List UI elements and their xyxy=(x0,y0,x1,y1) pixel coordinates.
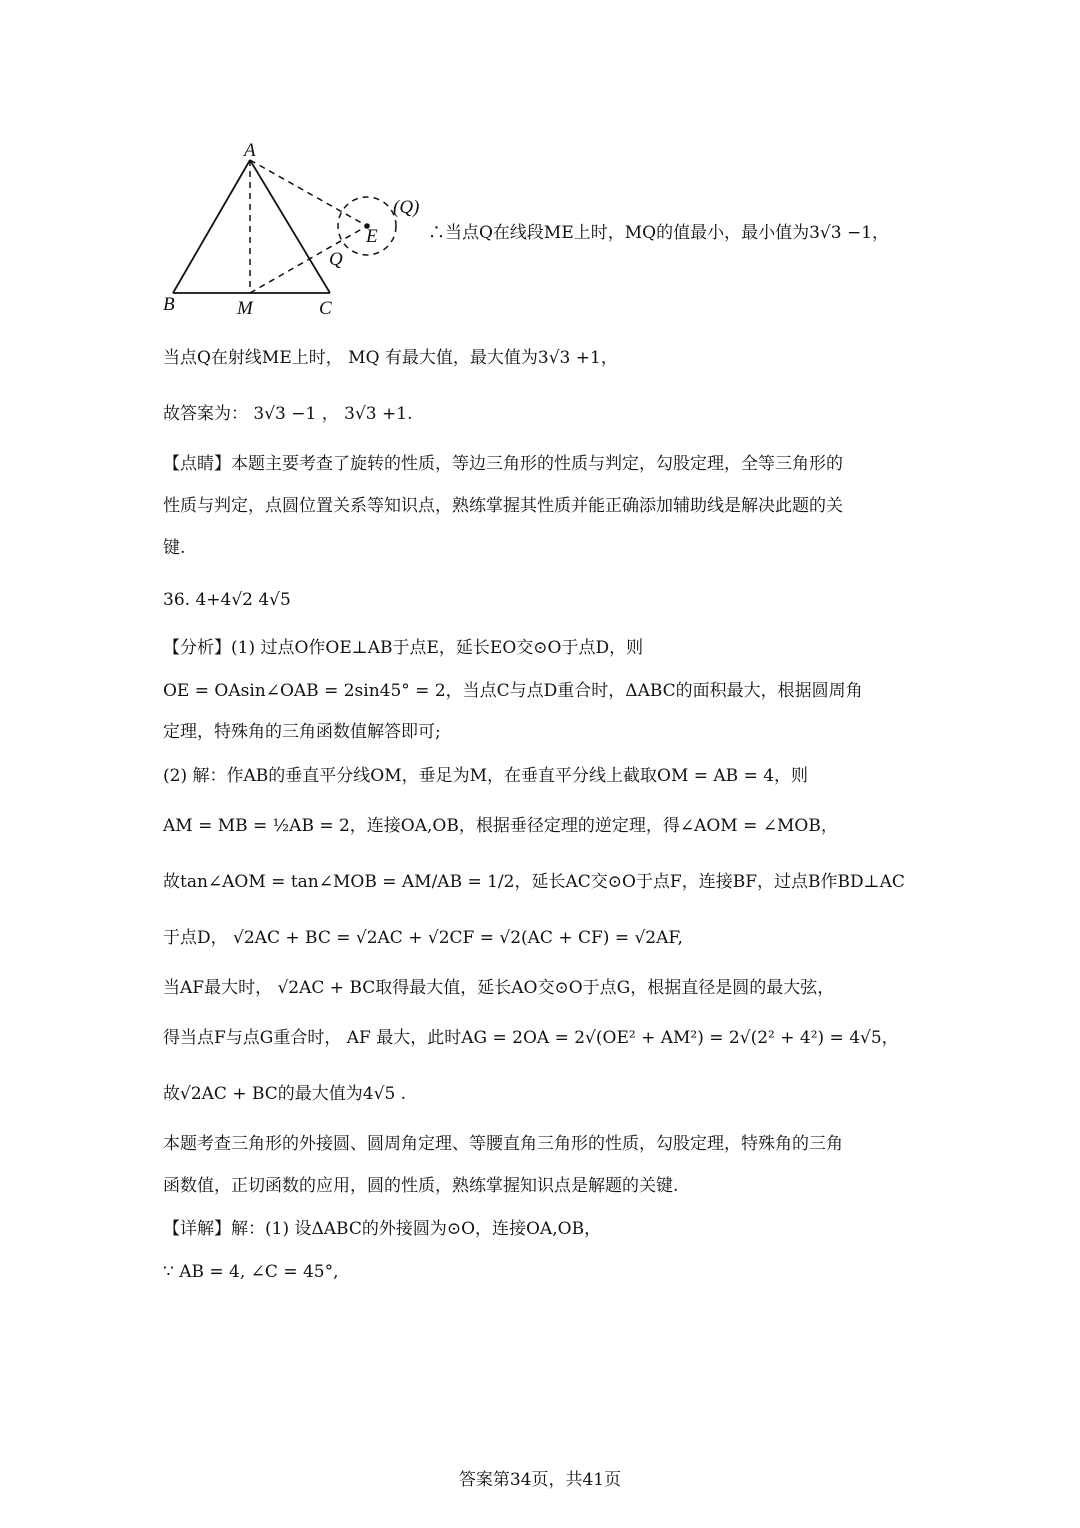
label-c: C xyxy=(319,298,332,319)
text-line-21: ∵ AB = 4, ∠C = 45°, xyxy=(163,1262,339,1282)
text-line-08: 【分析】(1) 过点O作OE⊥AB于点E，延长EO交⊙O于点D，则 xyxy=(163,638,644,658)
label-m: M xyxy=(237,298,253,319)
text-line-15: 当AF最大时， √2AC + BC取得最大值，延长AO交⊙O于点G，根据直径是圆的最大弦， xyxy=(163,978,835,998)
label-a: A xyxy=(244,140,256,161)
text-line-10: 定理，特殊角的三角函数值解答即可; xyxy=(163,722,441,742)
text-line-17: 故√2AC + BC的最大值为4√5 . xyxy=(163,1084,407,1104)
page-footer: 答案第34页，共41页 xyxy=(458,1470,622,1490)
text-line-09: OE = OAsin∠OAB = 2sin45° = 2，当点C与点D重合时，ΔABC的面积最大，根据圆周角 xyxy=(163,681,863,701)
text-line-03: 故答案为： 3√3 −1 ， 3√3 +1. xyxy=(163,404,413,424)
text-line-02: 当点Q在射线ME上时， MQ 有最大值，最大值为3√3 +1， xyxy=(163,348,618,368)
text-line-18: 本题考查三角形的外接圆、圆周角定理、等腰直角三角形的性质，勾股定理，特殊角的三角 xyxy=(163,1134,843,1154)
text-line-14: 于点D， √2AC + BC = √2AC + √2CF = √2(AC + CF) = √2AF, xyxy=(163,928,683,948)
label-e: E xyxy=(366,226,378,247)
text-line-01: ∴当点Q在线段ME上时，MQ的值最小，最小值为3√3 −1， xyxy=(428,223,890,243)
text-line-16: 得当点F与点G重合时， AF 最大，此时AG = 2OA = 2√(OE² + AM²) = 2√(2² + 4²) = 4√5， xyxy=(163,1028,899,1048)
text-line-20: 【详解】解：(1) 设ΔABC的外接圆为⊙O，连接OA,OB， xyxy=(163,1219,602,1239)
geometry-figure xyxy=(0,0,460,330)
segment-ac xyxy=(250,160,330,293)
text-line-11: (2) 解：作AB的垂直平分线OM，垂足为M，在垂直平分线上截取OM = AB = 4，则 xyxy=(163,766,809,786)
text-line-19: 函数值，正切函数的应用，圆的性质，熟练掌握知识点是解题的关键. xyxy=(163,1176,679,1196)
segment-ab xyxy=(173,160,250,293)
text-line-06: 键. xyxy=(163,538,186,558)
text-line-07: 36. 4+4√2 4√5 xyxy=(163,590,291,610)
text-line-13: 故tan∠AOM = tan∠MOB = AM/AB = 1/2，延长AC交⊙O于点F，连接BF，过点B作BD⊥AC xyxy=(163,872,905,892)
segment-ae xyxy=(250,160,367,226)
text-line-12: AM = MB = ½AB = 2，连接OA,OB，根据垂径定理的逆定理，得∠AOM = ∠MOB， xyxy=(163,816,838,836)
label-b: B xyxy=(163,294,175,315)
text-line-05: 性质与判定，点圆位置关系等知识点，熟练掌握其性质并能正确添加辅助线是解决此题的关 xyxy=(163,496,843,516)
label-q-inner: Q xyxy=(329,249,343,270)
segment-me xyxy=(250,226,367,293)
label-q-outer: (Q) xyxy=(393,197,420,218)
text-line-04: 【点睛】本题主要考查了旋转的性质，等边三角形的性质与判定，勾股定理，全等三角形的 xyxy=(163,454,843,474)
